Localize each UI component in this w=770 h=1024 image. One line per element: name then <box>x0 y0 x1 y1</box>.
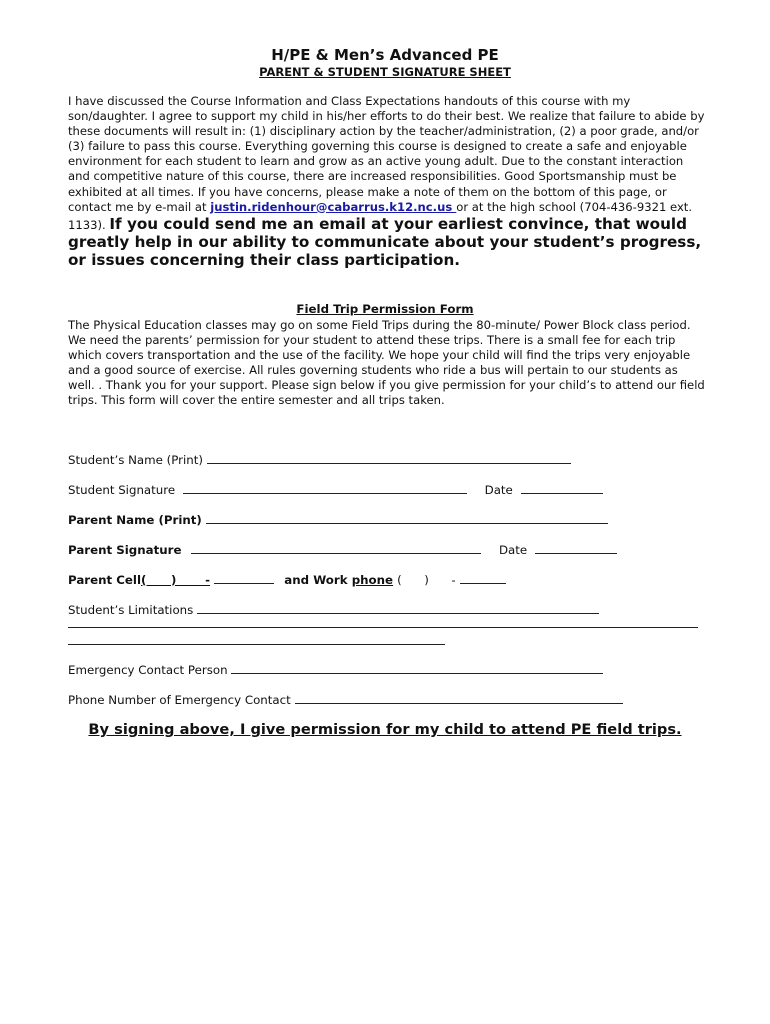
intro-paragraph <box>68 94 708 269</box>
limitations-line-3[interactable] <box>68 644 445 645</box>
emergency-person-input-line[interactable] <box>231 661 603 674</box>
student-signature-label: Student Signature <box>68 483 176 497</box>
emergency-person-row <box>68 661 603 677</box>
parent-signature-input-line[interactable] <box>191 541 481 554</box>
student-date-input-line[interactable] <box>521 481 603 494</box>
emergency-person-label: Emergency Contact Person <box>68 663 228 677</box>
limitations-input-line[interactable] <box>197 601 599 614</box>
parent-cell-input[interactable]: ( ) - <box>141 573 211 587</box>
emergency-phone-row <box>68 691 623 707</box>
emergency-phone-input-line[interactable] <box>295 691 623 704</box>
student-name-label: Student’s Name (Print) <box>68 453 203 467</box>
bold-request-text: If you could send me an email at your earliest convince, that would greatly help in our ability to communicate about your student’s progress, or issues concerning their class participation. <box>68 214 702 270</box>
parent-signature-label: Parent Signature <box>68 543 182 557</box>
student-name-row <box>68 451 571 467</box>
parent-name-input-line[interactable] <box>206 511 608 524</box>
parent-name-row <box>68 511 608 527</box>
field-trip-heading: Field Trip Permission Form <box>296 302 474 316</box>
closing-statement: By signing above, I give permission for my child to attend PE field trips. <box>88 721 682 738</box>
work-phone-label: phone <box>351 573 394 587</box>
parent-cell-label: Parent Cell <box>68 573 141 587</box>
email-link[interactable]: justin.ridenhour@cabarrus.k12.nc.us <box>210 199 457 214</box>
parent-date-input-line[interactable] <box>535 541 617 554</box>
limitations-label: Student’s Limitations <box>68 603 194 617</box>
after-email-text: or at the high school (704-436-9321 ext. 1133). <box>68 199 693 232</box>
page-subtitle: PARENT & STUDENT SIGNATURE SHEET <box>259 65 511 79</box>
parent-name-label: Parent Name (Print) <box>68 513 202 527</box>
student-signature-row <box>68 481 603 497</box>
emergency-phone-label: Phone Number of Emergency Contact <box>68 693 291 707</box>
parent-phone-row <box>68 571 506 587</box>
student-name-input-line[interactable] <box>207 451 571 464</box>
page-title: H/PE & Men’s Advanced PE <box>271 46 499 64</box>
parent-cell-input-line[interactable] <box>214 571 274 584</box>
field-trip-paragraph: The Physical Education classes may go on some Field Trips during the 80-minute/ Power Block class period. We need the parents’ permission for your student to attend these trips. There is a small fee for each trip which covers transportation and the use of the facility. We hope your child will find the trips very enjoyable and a good source of exercise. All rules governing students who ride a bus will pertain to our students as well. . Thank you for your support. Please sign below if you give permission for your child’s to attend our field trips. This form will cover the entire semester and all trips taken. <box>68 318 705 408</box>
student-signature-input-line[interactable] <box>183 481 467 494</box>
limitations-row <box>68 601 599 617</box>
date-label: Date <box>484 483 513 497</box>
work-label: and Work <box>284 573 348 587</box>
date-label-2: Date <box>498 543 528 557</box>
work-phone-input-line[interactable] <box>460 571 506 584</box>
intro-text: I have discussed the Course Information and Class Expectations handouts of this course with my son/daughter. I agree to support my child in his/her efforts to do their best. We realize that failure to abide by these documents will result in: (1) disciplinary action by the teacher/administration, (2) a poor grade, and/or (3) failure to pass this course. Everything governing this course is designed to create a safe and enjoyable environment for each student to learn and grow as an active young adult. Due to the constant interaction and competitive nature of this course, there are increased responsibilities. Good Sportsmanship must be exhibited at all times. If you have concerns, please make a note of them on the bottom of this page, or contact me by e-mail at <box>68 94 705 214</box>
parent-signature-row <box>68 541 617 557</box>
limitations-line-2[interactable] <box>68 627 698 628</box>
work-phone-input[interactable]: ( ) - <box>397 573 456 587</box>
